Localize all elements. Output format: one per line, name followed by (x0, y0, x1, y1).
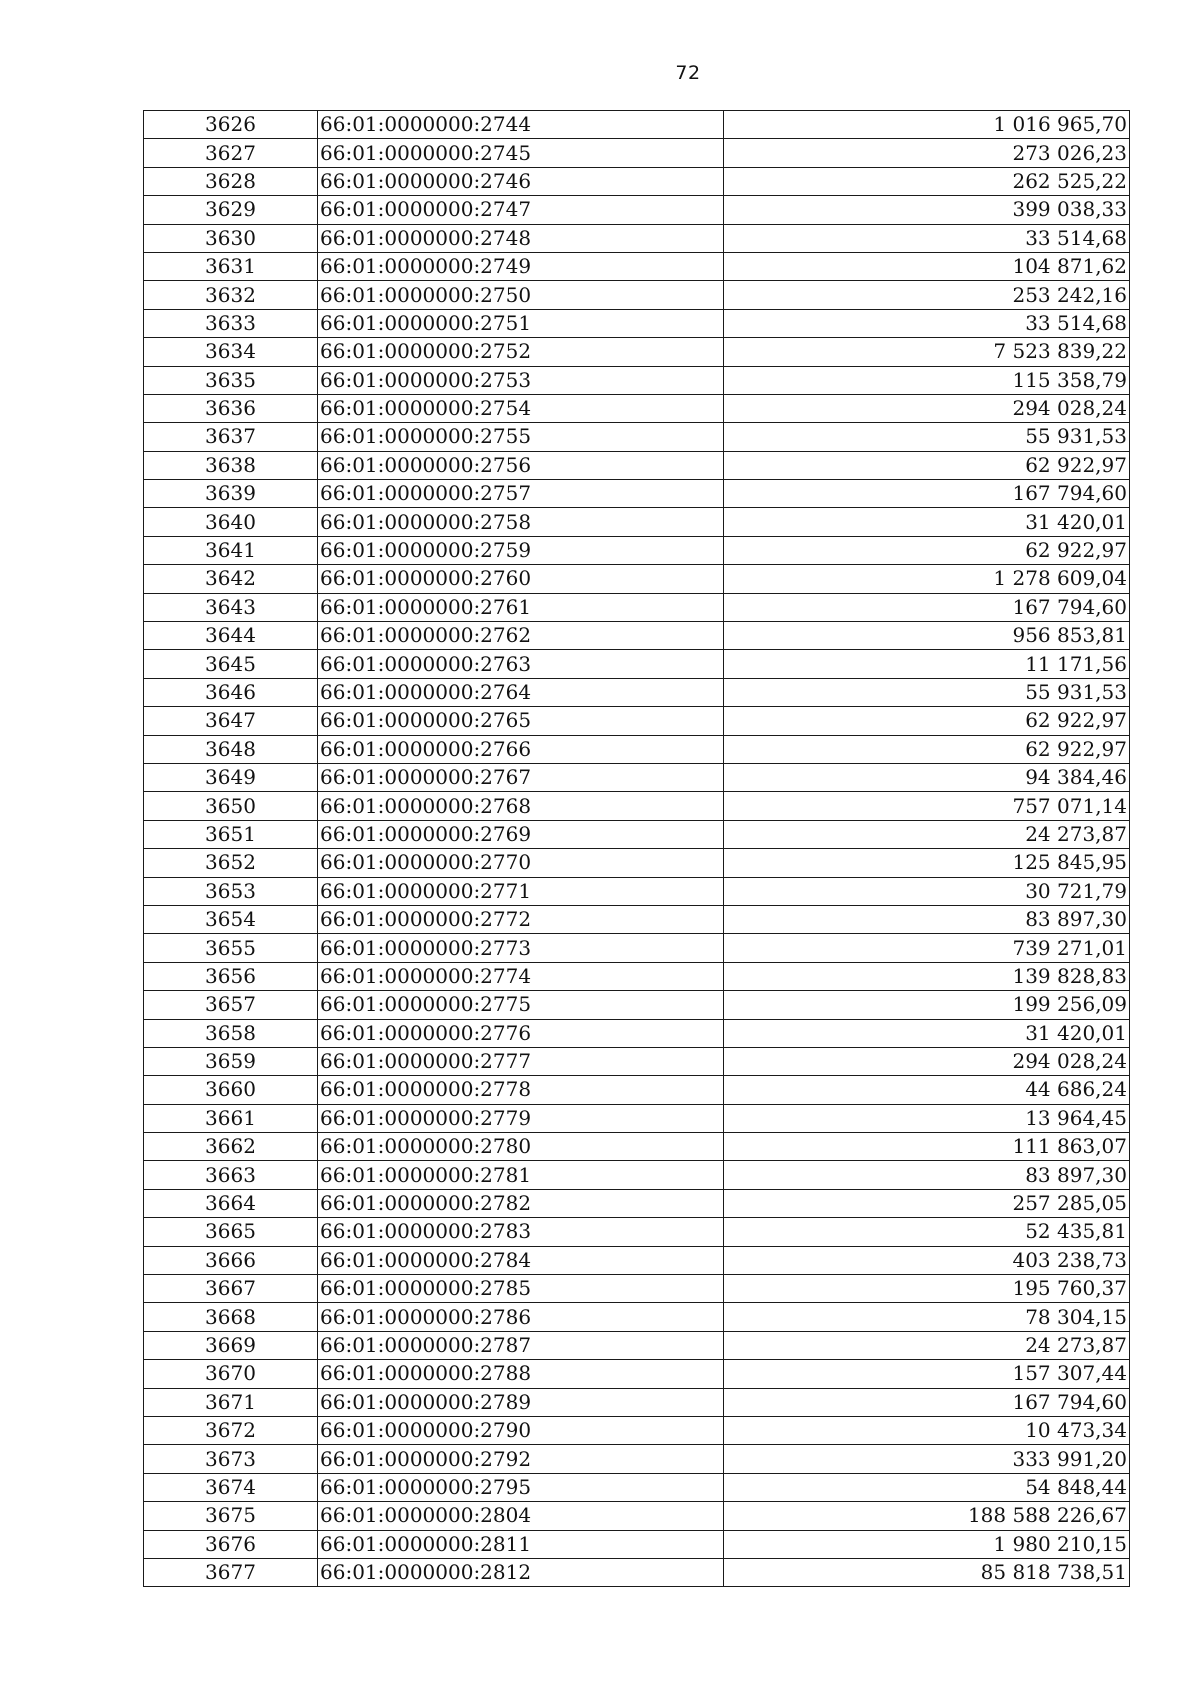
cadastral-number-cell: 66:01:0000000:2811 (318, 1530, 724, 1558)
table-row (144, 423, 1130, 451)
cadastral-value-cell: 111 863,07 (724, 1133, 1130, 1161)
row-number-cell: 3638 (144, 451, 318, 479)
cadastral-value-cell: 157 307,44 (724, 1360, 1130, 1388)
table-row (144, 593, 1130, 621)
table-row (144, 1161, 1130, 1189)
cadastral-number-cell: 66:01:0000000:2759 (318, 536, 724, 564)
table-row (144, 338, 1130, 366)
cadastral-value-cell: 33 514,68 (724, 224, 1130, 252)
cadastral-value-cell: 333 991,20 (724, 1445, 1130, 1473)
row-number-cell: 3643 (144, 593, 318, 621)
row-number-cell: 3648 (144, 735, 318, 763)
cadastral-number-cell: 66:01:0000000:2790 (318, 1416, 724, 1444)
row-number-cell: 3645 (144, 650, 318, 678)
row-number-cell: 3634 (144, 338, 318, 366)
row-number-cell: 3651 (144, 820, 318, 848)
cadastral-value-cell: 104 871,62 (724, 252, 1130, 280)
cadastral-number-cell: 66:01:0000000:2778 (318, 1076, 724, 1104)
row-number-cell: 3629 (144, 196, 318, 224)
row-number-cell: 3642 (144, 565, 318, 593)
table-row (144, 451, 1130, 479)
table-row (144, 820, 1130, 848)
row-number-cell: 3637 (144, 423, 318, 451)
table-row (144, 735, 1130, 763)
cadastral-number-cell: 66:01:0000000:2752 (318, 338, 724, 366)
row-number-cell: 3630 (144, 224, 318, 252)
row-number-cell: 3676 (144, 1530, 318, 1558)
table-row (144, 1275, 1130, 1303)
cadastral-value-cell: 739 271,01 (724, 934, 1130, 962)
table-row (144, 1331, 1130, 1359)
table-row (144, 139, 1130, 167)
cadastral-value-cell: 167 794,60 (724, 1388, 1130, 1416)
cadastral-number-cell: 66:01:0000000:2783 (318, 1218, 724, 1246)
cadastral-value-cell: 188 588 226,67 (724, 1502, 1130, 1530)
table-row (144, 196, 1130, 224)
cadastral-number-cell: 66:01:0000000:2786 (318, 1303, 724, 1331)
cadastral-value-cell: 1 278 609,04 (724, 565, 1130, 593)
cadastral-value-cell: 85 818 738,51 (724, 1558, 1130, 1586)
row-number-cell: 3644 (144, 622, 318, 650)
table-row (144, 1558, 1130, 1586)
cadastral-value-cell: 757 071,14 (724, 792, 1130, 820)
cadastral-value-cell: 55 931,53 (724, 678, 1130, 706)
row-number-cell: 3675 (144, 1502, 318, 1530)
table-row (144, 1076, 1130, 1104)
row-number-cell: 3640 (144, 508, 318, 536)
cadastral-value-cell: 139 828,83 (724, 962, 1130, 990)
cadastral-number-cell: 66:01:0000000:2812 (318, 1558, 724, 1586)
cadastral-number-cell: 66:01:0000000:2751 (318, 309, 724, 337)
cadastral-value-cell: 10 473,34 (724, 1416, 1130, 1444)
cadastral-value-cell: 24 273,87 (724, 820, 1130, 848)
row-number-cell: 3627 (144, 139, 318, 167)
cadastral-value-cell: 30 721,79 (724, 877, 1130, 905)
cadastral-number-cell: 66:01:0000000:2760 (318, 565, 724, 593)
table-row (144, 1019, 1130, 1047)
cadastral-number-cell: 66:01:0000000:2780 (318, 1133, 724, 1161)
cadastral-value-cell: 78 304,15 (724, 1303, 1130, 1331)
cadastral-number-cell: 66:01:0000000:2761 (318, 593, 724, 621)
cadastral-value-cell: 7 523 839,22 (724, 338, 1130, 366)
row-number-cell: 3672 (144, 1416, 318, 1444)
cadastral-number-cell: 66:01:0000000:2775 (318, 991, 724, 1019)
table-row (144, 991, 1130, 1019)
cadastral-number-cell: 66:01:0000000:2768 (318, 792, 724, 820)
cadastral-number-cell: 66:01:0000000:2756 (318, 451, 724, 479)
table-row (144, 1133, 1130, 1161)
table-row (144, 480, 1130, 508)
cadastral-value-cell: 262 525,22 (724, 167, 1130, 195)
cadastral-value-cell: 44 686,24 (724, 1076, 1130, 1104)
cadastral-number-cell: 66:01:0000000:2749 (318, 252, 724, 280)
row-number-cell: 3658 (144, 1019, 318, 1047)
cadastral-number-cell: 66:01:0000000:2765 (318, 707, 724, 735)
row-number-cell: 3657 (144, 991, 318, 1019)
table-row (144, 309, 1130, 337)
cadastral-number-cell: 66:01:0000000:2779 (318, 1104, 724, 1132)
row-number-cell: 3662 (144, 1133, 318, 1161)
row-number-cell: 3632 (144, 281, 318, 309)
row-number-cell: 3661 (144, 1104, 318, 1132)
table-row (144, 1445, 1130, 1473)
cadastral-number-cell: 66:01:0000000:2755 (318, 423, 724, 451)
table-row (144, 1246, 1130, 1274)
row-number-cell: 3626 (144, 111, 318, 139)
cadastral-number-cell: 66:01:0000000:2785 (318, 1275, 724, 1303)
cadastral-value-cell: 257 285,05 (724, 1189, 1130, 1217)
cadastral-number-cell: 66:01:0000000:2772 (318, 905, 724, 933)
table-row (144, 111, 1130, 139)
cadastral-number-cell: 66:01:0000000:2789 (318, 1388, 724, 1416)
table-row (144, 1416, 1130, 1444)
page-number: 72 (675, 62, 701, 84)
cadastral-value-cell: 13 964,45 (724, 1104, 1130, 1132)
cadastral-value-cell: 24 273,87 (724, 1331, 1130, 1359)
cadastral-value-cell: 55 931,53 (724, 423, 1130, 451)
table-row (144, 1104, 1130, 1132)
cadastral-number-cell: 66:01:0000000:2746 (318, 167, 724, 195)
row-number-cell: 3666 (144, 1246, 318, 1274)
cadastral-value-cell: 1 016 965,70 (724, 111, 1130, 139)
row-number-cell: 3677 (144, 1558, 318, 1586)
cadastral-value-cell: 273 026,23 (724, 139, 1130, 167)
cadastral-number-cell: 66:01:0000000:2762 (318, 622, 724, 650)
row-number-cell: 3659 (144, 1047, 318, 1075)
cadastral-value-cell: 11 171,56 (724, 650, 1130, 678)
table-row (144, 1047, 1130, 1075)
cadastral-number-cell: 66:01:0000000:2771 (318, 877, 724, 905)
cadastral-number-cell: 66:01:0000000:2753 (318, 366, 724, 394)
cadastral-number-cell: 66:01:0000000:2757 (318, 480, 724, 508)
row-number-cell: 3663 (144, 1161, 318, 1189)
row-number-cell: 3670 (144, 1360, 318, 1388)
table-row (144, 934, 1130, 962)
table-row (144, 167, 1130, 195)
cadastral-number-cell: 66:01:0000000:2745 (318, 139, 724, 167)
table-row (144, 224, 1130, 252)
table-row (144, 281, 1130, 309)
table-row (144, 849, 1130, 877)
table-row (144, 1502, 1130, 1530)
table-row (144, 707, 1130, 735)
cadastral-value-cell: 403 238,73 (724, 1246, 1130, 1274)
table-row (144, 1473, 1130, 1501)
cadastral-number-cell: 66:01:0000000:2750 (318, 281, 724, 309)
cadastral-value-cell: 62 922,97 (724, 451, 1130, 479)
table-row (144, 1218, 1130, 1246)
cadastral-number-cell: 66:01:0000000:2764 (318, 678, 724, 706)
row-number-cell: 3669 (144, 1331, 318, 1359)
cadastral-value-cell: 125 845,95 (724, 849, 1130, 877)
cadastral-number-cell: 66:01:0000000:2781 (318, 1161, 724, 1189)
table-row (144, 252, 1130, 280)
table-row (144, 366, 1130, 394)
cadastral-value-cell: 31 420,01 (724, 508, 1130, 536)
row-number-cell: 3673 (144, 1445, 318, 1473)
table-row (144, 1530, 1130, 1558)
table-row (144, 565, 1130, 593)
row-number-cell: 3653 (144, 877, 318, 905)
cadastral-number-cell: 66:01:0000000:2784 (318, 1246, 724, 1274)
table-row (144, 1303, 1130, 1331)
table-row (144, 394, 1130, 422)
row-number-cell: 3647 (144, 707, 318, 735)
row-number-cell: 3635 (144, 366, 318, 394)
cadastral-number-cell: 66:01:0000000:2788 (318, 1360, 724, 1388)
table-row (144, 1388, 1130, 1416)
cadastral-number-cell: 66:01:0000000:2776 (318, 1019, 724, 1047)
cadastral-value-cell: 83 897,30 (724, 1161, 1130, 1189)
table-row (144, 905, 1130, 933)
cadastral-value-cell: 956 853,81 (724, 622, 1130, 650)
row-number-cell: 3667 (144, 1275, 318, 1303)
table-row (144, 962, 1130, 990)
cadastral-value-cell: 62 922,97 (724, 707, 1130, 735)
cadastral-value-cell: 167 794,60 (724, 480, 1130, 508)
cadastral-value-cell: 199 256,09 (724, 991, 1130, 1019)
cadastral-value-cell: 62 922,97 (724, 735, 1130, 763)
table-row (144, 1360, 1130, 1388)
row-number-cell: 3633 (144, 309, 318, 337)
cadastral-value-cell: 33 514,68 (724, 309, 1130, 337)
cadastral-value-cell: 31 420,01 (724, 1019, 1130, 1047)
row-number-cell: 3656 (144, 962, 318, 990)
cadastral-number-cell: 66:01:0000000:2769 (318, 820, 724, 848)
row-number-cell: 3655 (144, 934, 318, 962)
cadastral-value-cell: 195 760,37 (724, 1275, 1130, 1303)
cadastral-value-cell: 1 980 210,15 (724, 1530, 1130, 1558)
row-number-cell: 3650 (144, 792, 318, 820)
cadastral-number-cell: 66:01:0000000:2758 (318, 508, 724, 536)
row-number-cell: 3660 (144, 1076, 318, 1104)
cadastral-number-cell: 66:01:0000000:2773 (318, 934, 724, 962)
cadastral-number-cell: 66:01:0000000:2792 (318, 1445, 724, 1473)
row-number-cell: 3664 (144, 1189, 318, 1217)
cadastral-value-cell: 253 242,16 (724, 281, 1130, 309)
cadastral-number-cell: 66:01:0000000:2770 (318, 849, 724, 877)
row-number-cell: 3654 (144, 905, 318, 933)
table-body (144, 111, 1130, 1587)
cadastral-number-cell: 66:01:0000000:2747 (318, 196, 724, 224)
cadastral-value-cell: 62 922,97 (724, 536, 1130, 564)
cadastral-number-cell: 66:01:0000000:2804 (318, 1502, 724, 1530)
cadastral-value-cell: 52 435,81 (724, 1218, 1130, 1246)
table-row (144, 763, 1130, 791)
table-row (144, 508, 1130, 536)
table-row (144, 622, 1130, 650)
row-number-cell: 3646 (144, 678, 318, 706)
cadastral-value-cell: 167 794,60 (724, 593, 1130, 621)
row-number-cell: 3628 (144, 167, 318, 195)
row-number-cell: 3649 (144, 763, 318, 791)
row-number-cell: 3674 (144, 1473, 318, 1501)
cadastral-number-cell: 66:01:0000000:2782 (318, 1189, 724, 1217)
cadastral-number-cell: 66:01:0000000:2754 (318, 394, 724, 422)
row-number-cell: 3665 (144, 1218, 318, 1246)
table-row (144, 650, 1130, 678)
row-number-cell: 3668 (144, 1303, 318, 1331)
cadastral-value-table (143, 110, 1130, 1587)
row-number-cell: 3639 (144, 480, 318, 508)
cadastral-number-cell: 66:01:0000000:2763 (318, 650, 724, 678)
cadastral-value-cell: 294 028,24 (724, 1047, 1130, 1075)
cadastral-number-cell: 66:01:0000000:2748 (318, 224, 724, 252)
row-number-cell: 3636 (144, 394, 318, 422)
cadastral-number-cell: 66:01:0000000:2744 (318, 111, 724, 139)
table-row (144, 678, 1130, 706)
cadastral-value-cell: 94 384,46 (724, 763, 1130, 791)
cadastral-number-cell: 66:01:0000000:2766 (318, 735, 724, 763)
cadastral-value-cell: 83 897,30 (724, 905, 1130, 933)
row-number-cell: 3641 (144, 536, 318, 564)
cadastral-number-cell: 66:01:0000000:2777 (318, 1047, 724, 1075)
cadastral-value-cell: 399 038,33 (724, 196, 1130, 224)
cadastral-number-cell: 66:01:0000000:2787 (318, 1331, 724, 1359)
table-row (144, 536, 1130, 564)
table-row (144, 1189, 1130, 1217)
cadastral-number-cell: 66:01:0000000:2795 (318, 1473, 724, 1501)
table-row (144, 877, 1130, 905)
row-number-cell: 3631 (144, 252, 318, 280)
row-number-cell: 3652 (144, 849, 318, 877)
row-number-cell: 3671 (144, 1388, 318, 1416)
cadastral-value-cell: 294 028,24 (724, 394, 1130, 422)
cadastral-value-cell: 54 848,44 (724, 1473, 1130, 1501)
cadastral-number-cell: 66:01:0000000:2774 (318, 962, 724, 990)
cadastral-number-cell: 66:01:0000000:2767 (318, 763, 724, 791)
table-row (144, 792, 1130, 820)
cadastral-value-cell: 115 358,79 (724, 366, 1130, 394)
